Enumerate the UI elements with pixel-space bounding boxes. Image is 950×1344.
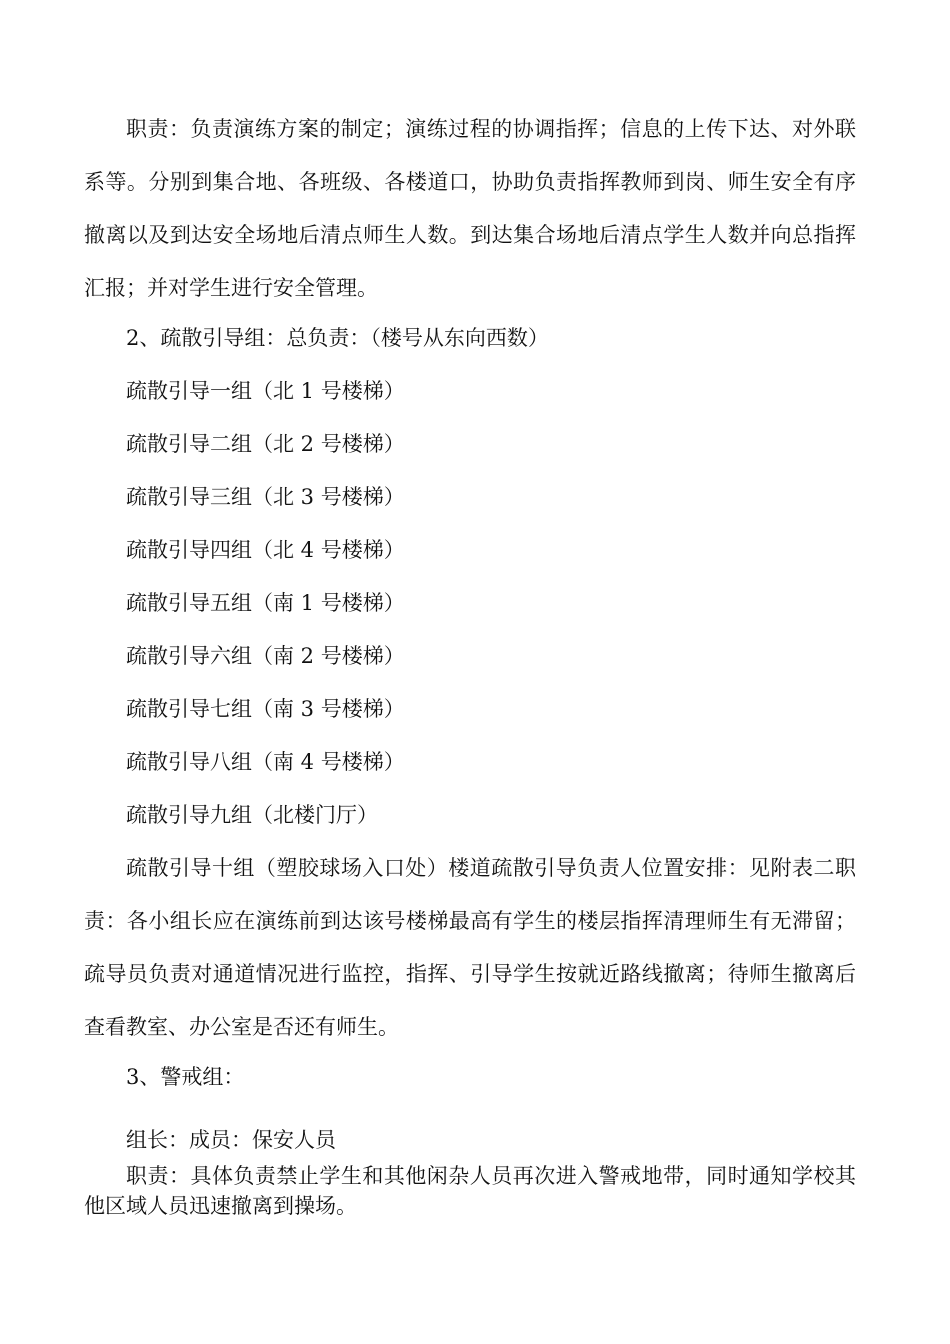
list-item-guide-group-2: 疏散引导二组（北 2 号楼梯）: [126, 432, 405, 456]
paragraph-security-group-members: 组长：成员：保安人员: [126, 1128, 336, 1152]
list-item-guide-group-3: 疏散引导三组（北 3 号楼梯）: [126, 485, 405, 509]
list-item-guide-group-5: 疏散引导五组（南 1 号楼梯）: [126, 591, 405, 615]
paragraph-security-group-heading: 3、警戒组：: [126, 1065, 245, 1089]
paragraph-guide-group-10-duties: 疏散引导十组（塑胶球场入口处）楼道疏散引导负责人位置安排：见附表二职责：各小组长应在演练前到达该号楼梯最高有学生的楼层指挥清理师生有无滞留；疏导员负责对通道情况进行监控，指挥、引导学生按就近路线撤离；待师生撤离后查看教室、办公室是否还有师生。: [84, 856, 856, 1039]
paragraph-command-group-duties: 职责：负责演练方案的制定；演练过程的协调指挥；信息的上传下达、对外联系等。分别到集合地、各班级、各楼道口，协助负责指挥教师到岗、师生安全有序撤离以及到达安全场地后清点师生人数。到达集合场地后清点学生人数并向总指挥汇报；并对学生进行安全管理。: [84, 117, 856, 300]
list-item-guide-group-9: 疏散引导九组（北楼门厅）: [126, 803, 378, 827]
paragraph-security-group-duties: 职责：具体负责禁止学生和其他闲杂人员再次进入警戒地带，同时通知学校其他区域人员迅速撤离到操场。: [84, 1164, 856, 1218]
paragraph-evacuation-guide-heading: 2、疏散引导组：总负责：（楼号从东向西数）: [126, 326, 549, 350]
list-item-guide-group-8: 疏散引导八组（南 4 号楼梯）: [126, 750, 405, 774]
list-item-guide-group-6: 疏散引导六组（南 2 号楼梯）: [126, 644, 405, 668]
list-item-guide-group-7: 疏散引导七组（南 3 号楼梯）: [126, 697, 405, 721]
list-item-guide-group-4: 疏散引导四组（北 4 号楼梯）: [126, 538, 405, 562]
list-item-guide-group-1: 疏散引导一组（北 1 号楼梯）: [126, 379, 405, 403]
